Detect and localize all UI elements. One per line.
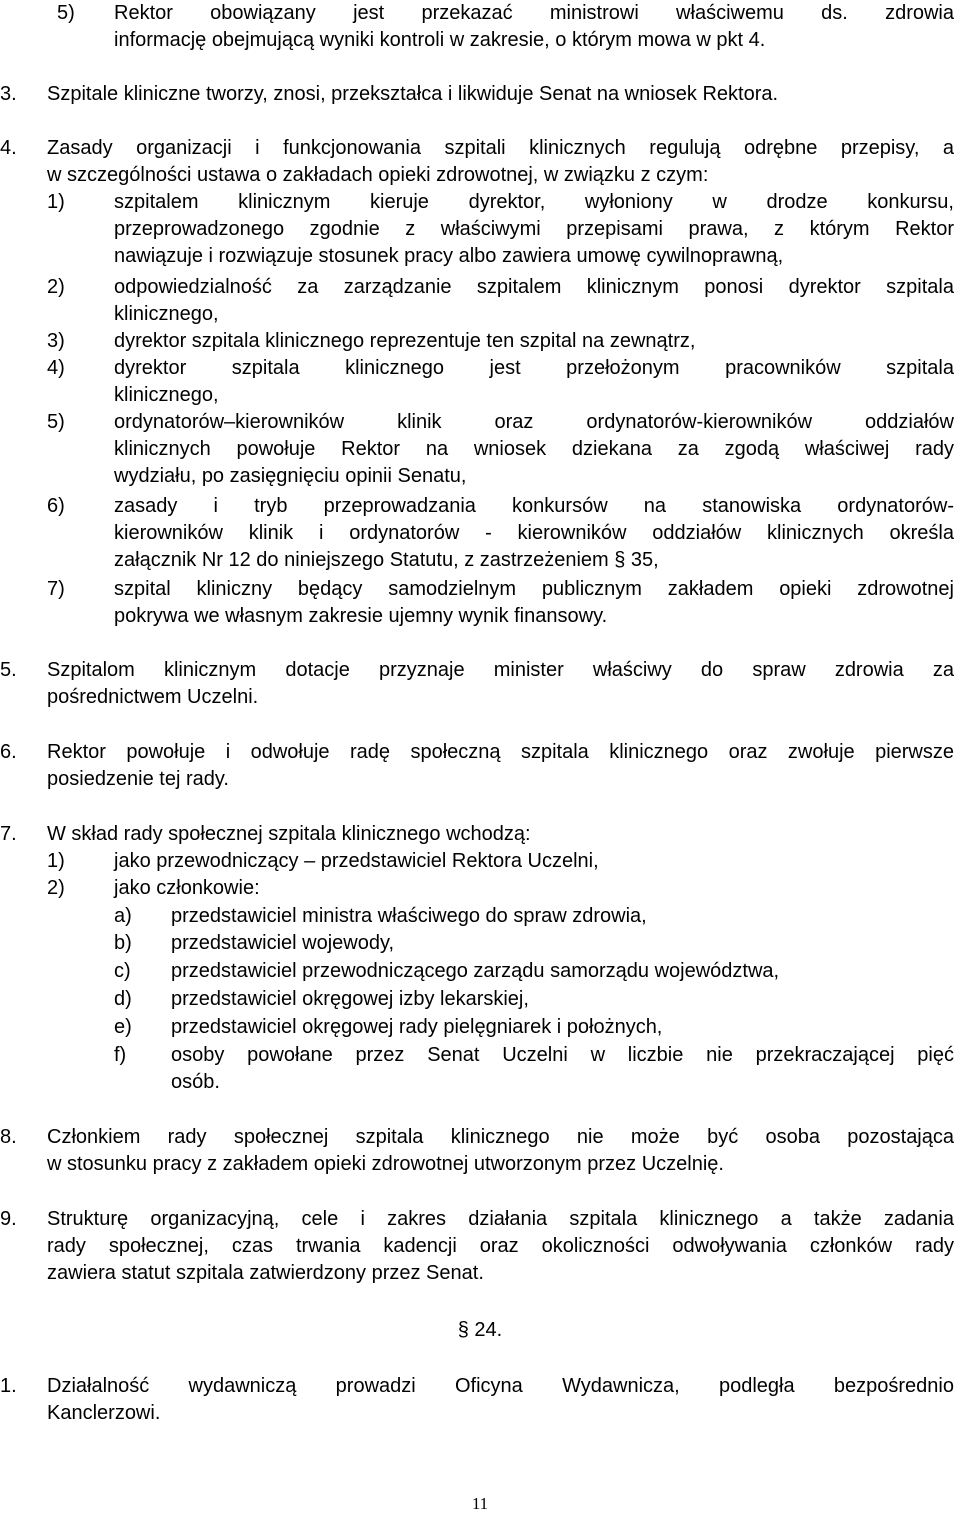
- paragraph-line: Szpitalom klinicznym dotacje przyznaje minister właściwy do spraw zdrowia za: [47, 659, 954, 681]
- paragraph-line: kierowników klinik i ordynatorów - kierowników oddziałów klinicznych określa: [114, 522, 954, 544]
- paragraph-line: informację obejmującą wyniki kontroli w zakresie, o którym mowa w pkt 4.: [114, 29, 766, 51]
- paragraph-line: w stosunku pracy z zakładem opieki zdrowotnej utworzonym przez Uczelnię.: [47, 1153, 724, 1175]
- list-number: 3): [47, 330, 65, 352]
- paragraph-line: jako przewodniczący – przedstawiciel Rektora Uczelni,: [114, 850, 599, 872]
- paragraph-line: Strukturę organizacyjną, cele i zakres działania szpitala klinicznego a także zadania: [47, 1208, 954, 1230]
- list-letter: f): [114, 1044, 127, 1066]
- section-number: 7.: [0, 823, 17, 845]
- paragraph-line: osoby powołane przez Senat Uczelni w liczbie nie przekraczającej pięć: [171, 1044, 954, 1066]
- section-heading: § 24.: [457, 1319, 503, 1341]
- paragraph-line: klinicznego,: [114, 303, 219, 325]
- paragraph-line: przedstawiciel okręgowej rady pielęgniarek i położnych,: [171, 1016, 663, 1038]
- paragraph-line: jako członkowie:: [114, 877, 260, 899]
- paragraph-line: Rektor powołuje i odwołuje radę społeczną szpitala klinicznego oraz zwołuje pierwsze: [47, 741, 954, 763]
- section-number: 6.: [0, 741, 17, 763]
- paragraph-line: Szpitale kliniczne tworzy, znosi, przekształca i likwiduje Senat na wniosek Rektora.: [47, 83, 779, 105]
- list-letter: c): [114, 960, 131, 982]
- section-number: 4.: [0, 137, 17, 159]
- paragraph-line: pośrednictwem Uczelni.: [47, 686, 259, 708]
- list-number: 2): [47, 276, 65, 298]
- paragraph-line: przedstawiciel przewodniczącego zarządu samorządu województwa,: [171, 960, 780, 982]
- list-number: 5): [47, 411, 65, 433]
- paragraph-line: klinicznych powołuje Rektor na wniosek dziekana za zgodą właściwej rady: [114, 438, 954, 460]
- section-number: 1.: [0, 1375, 17, 1397]
- paragraph-line: pokrywa we własnym zakresie ujemny wynik finansowy.: [114, 605, 608, 627]
- paragraph-line: zawiera statut szpitala zatwierdzony przez Senat.: [47, 1262, 484, 1284]
- list-letter: e): [114, 1016, 132, 1038]
- paragraph-line: odpowiedzialność za zarządzanie szpitalem klinicznym ponosi dyrektor szpitala: [114, 276, 954, 298]
- list-number: 6): [47, 495, 65, 517]
- paragraph-line: zasady i tryb przeprowadzania konkursów na stanowiska ordynatorów-: [114, 495, 954, 517]
- paragraph-line: dyrektor szpitala klinicznego jest przełożonym pracowników szpitala: [114, 357, 954, 379]
- paragraph-line: Działalność wydawniczą prowadzi Oficyna Wydawnicza, podległa bezpośrednio: [47, 1375, 954, 1397]
- paragraph-line: Rektor obowiązany jest przekazać ministrowi właściwemu ds. zdrowia: [114, 2, 954, 24]
- paragraph-line: przeprowadzonego zgodnie z właściwymi przepisami prawa, z którym Rektor: [114, 218, 954, 240]
- page-number: 11: [471, 1494, 489, 1513]
- section-number: 3.: [0, 83, 17, 105]
- list-number: 4): [47, 357, 65, 379]
- list-number: 7): [47, 578, 65, 600]
- paragraph-line: szpitalem klinicznym kieruje dyrektor, wyłoniony w drodze konkursu,: [114, 191, 954, 213]
- paragraph-line: dyrektor szpitala klinicznego reprezentuje ten szpital na zewnątrz,: [114, 330, 696, 352]
- list-letter: b): [114, 932, 132, 954]
- paragraph-line: posiedzenie tej rady.: [47, 768, 229, 790]
- section-number: 9.: [0, 1208, 17, 1230]
- paragraph-line: przedstawiciel okręgowej izby lekarskiej,: [171, 988, 529, 1010]
- paragraph-line: przedstawiciel wojewody,: [171, 932, 395, 954]
- paragraph-line: Kanclerzowi.: [47, 1402, 161, 1424]
- list-number: 1): [47, 191, 65, 213]
- paragraph-line: osób.: [171, 1071, 220, 1093]
- paragraph-line: Członkiem rady społecznej szpitala klinicznego nie może być osoba pozostająca: [47, 1126, 954, 1148]
- section-number: 5.: [0, 659, 17, 681]
- paragraph-line: w szczególności ustawa o zakładach opieki zdrowotnej, w związku z czym:: [47, 164, 709, 186]
- paragraph-line: ordynatorów–kierowników klinik oraz ordynatorów-kierowników oddziałów: [114, 411, 954, 433]
- paragraph-line: załącznik Nr 12 do niniejszego Statutu, z zastrzeżeniem § 35,: [114, 549, 659, 571]
- paragraph-line: przedstawiciel ministra właściwego do spraw zdrowia,: [171, 905, 647, 927]
- list-letter: d): [114, 988, 132, 1010]
- paragraph-line: Zasady organizacji i funkcjonowania szpitali klinicznych regulują odrębne przepisy, a: [47, 137, 954, 159]
- paragraph-line: szpital kliniczny będący samodzielnym publicznym zakładem opieki zdrowotnej: [114, 578, 954, 600]
- paragraph-line: wydziału, po zasięgnięciu opinii Senatu,: [114, 465, 467, 487]
- paragraph-line: klinicznego,: [114, 384, 219, 406]
- paragraph-line: nawiązuje i rozwiązuje stosunek pracy albo zawiera umowę cywilnoprawną,: [114, 245, 784, 267]
- list-number: 2): [47, 877, 65, 899]
- paragraph-line: W skład rady społecznej szpitala klinicznego wchodzą:: [47, 823, 531, 845]
- list-letter: a): [114, 905, 132, 927]
- list-number: 5): [57, 2, 75, 24]
- section-number: 8.: [0, 1126, 17, 1148]
- paragraph-line: rady społecznej, czas trwania kadencji oraz okoliczności odwoływania członków rady: [47, 1235, 954, 1257]
- list-number: 1): [47, 850, 65, 872]
